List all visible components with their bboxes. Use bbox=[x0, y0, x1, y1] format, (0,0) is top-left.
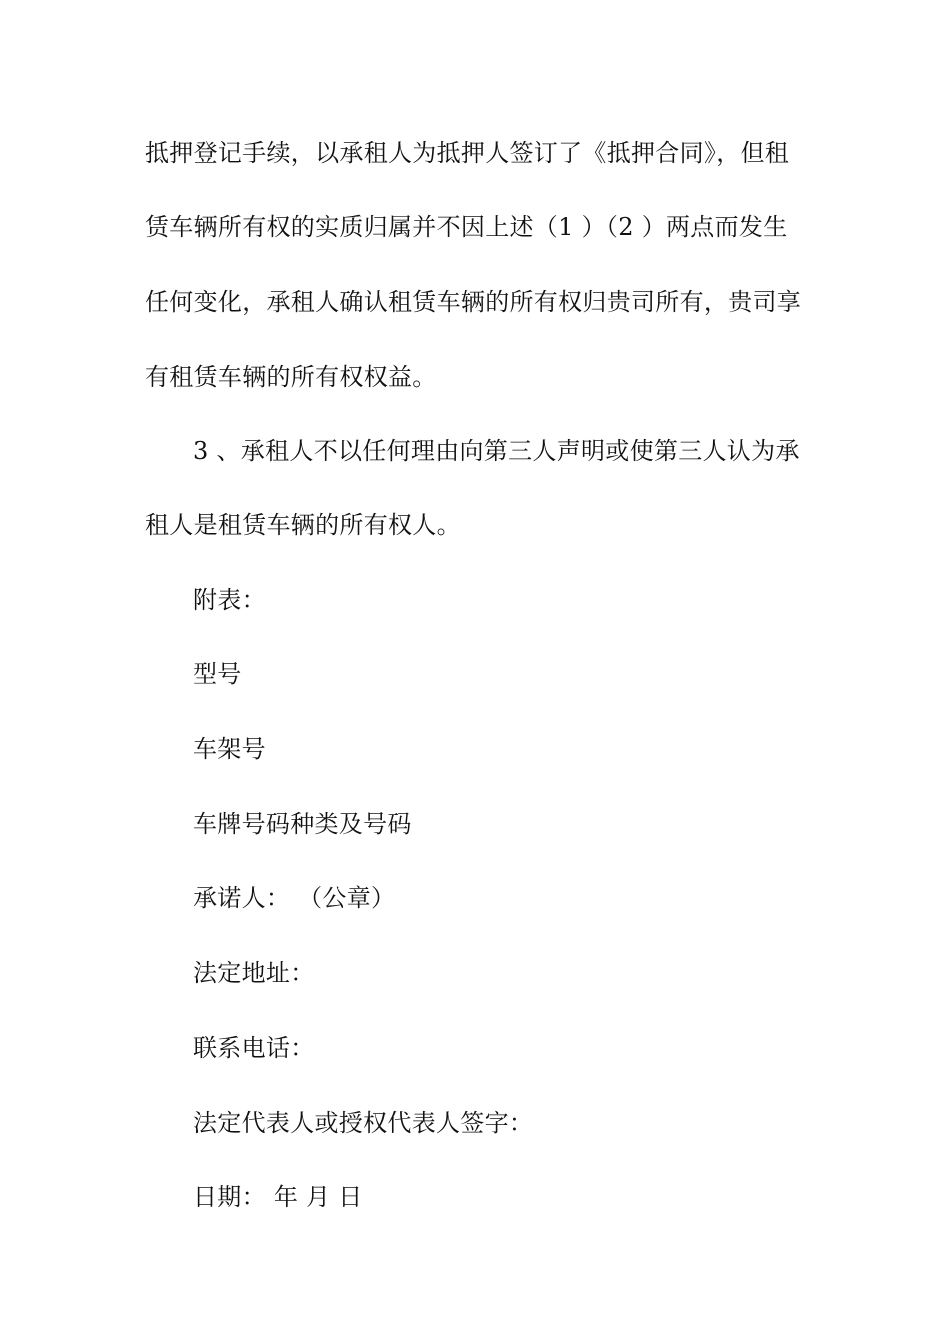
paragraph-line-4: 有租赁车辆的所有权权益。 bbox=[145, 363, 437, 391]
clause-3-line-1: 3 、承租人不以任何理由向第三人声明或使第三人认为承 bbox=[193, 437, 800, 465]
promisor-seal-line: 承诺人： （公章） bbox=[193, 884, 396, 912]
paragraph-line-1: 抵押登记手续，以承租人为抵押人签订了《抵押合同》，但租 bbox=[145, 139, 790, 167]
paragraph-line-3: 任何变化，承租人确认租赁车辆的所有权归贵司所有，贵司享 bbox=[145, 288, 802, 316]
phone-line: 联系电话： bbox=[193, 1034, 315, 1062]
appendix-model: 型号 bbox=[193, 660, 242, 688]
date-line: 日期： 年 月 日 bbox=[193, 1183, 363, 1211]
clause-3-line-2: 租人是租赁车辆的所有权人。 bbox=[145, 511, 461, 539]
paragraph-line-2: 赁车辆所有权的实质归属并不因上述（1 ）（2 ）两点而发生 bbox=[145, 213, 788, 241]
appendix-title: 附表： bbox=[193, 586, 266, 614]
appendix-plate-type-number: 车牌号码种类及号码 bbox=[193, 810, 412, 838]
legal-address-line: 法定地址： bbox=[193, 959, 315, 987]
representative-signature-line: 法定代表人或授权代表人签字： bbox=[193, 1109, 534, 1137]
appendix-frame-number: 车架号 bbox=[193, 735, 266, 763]
